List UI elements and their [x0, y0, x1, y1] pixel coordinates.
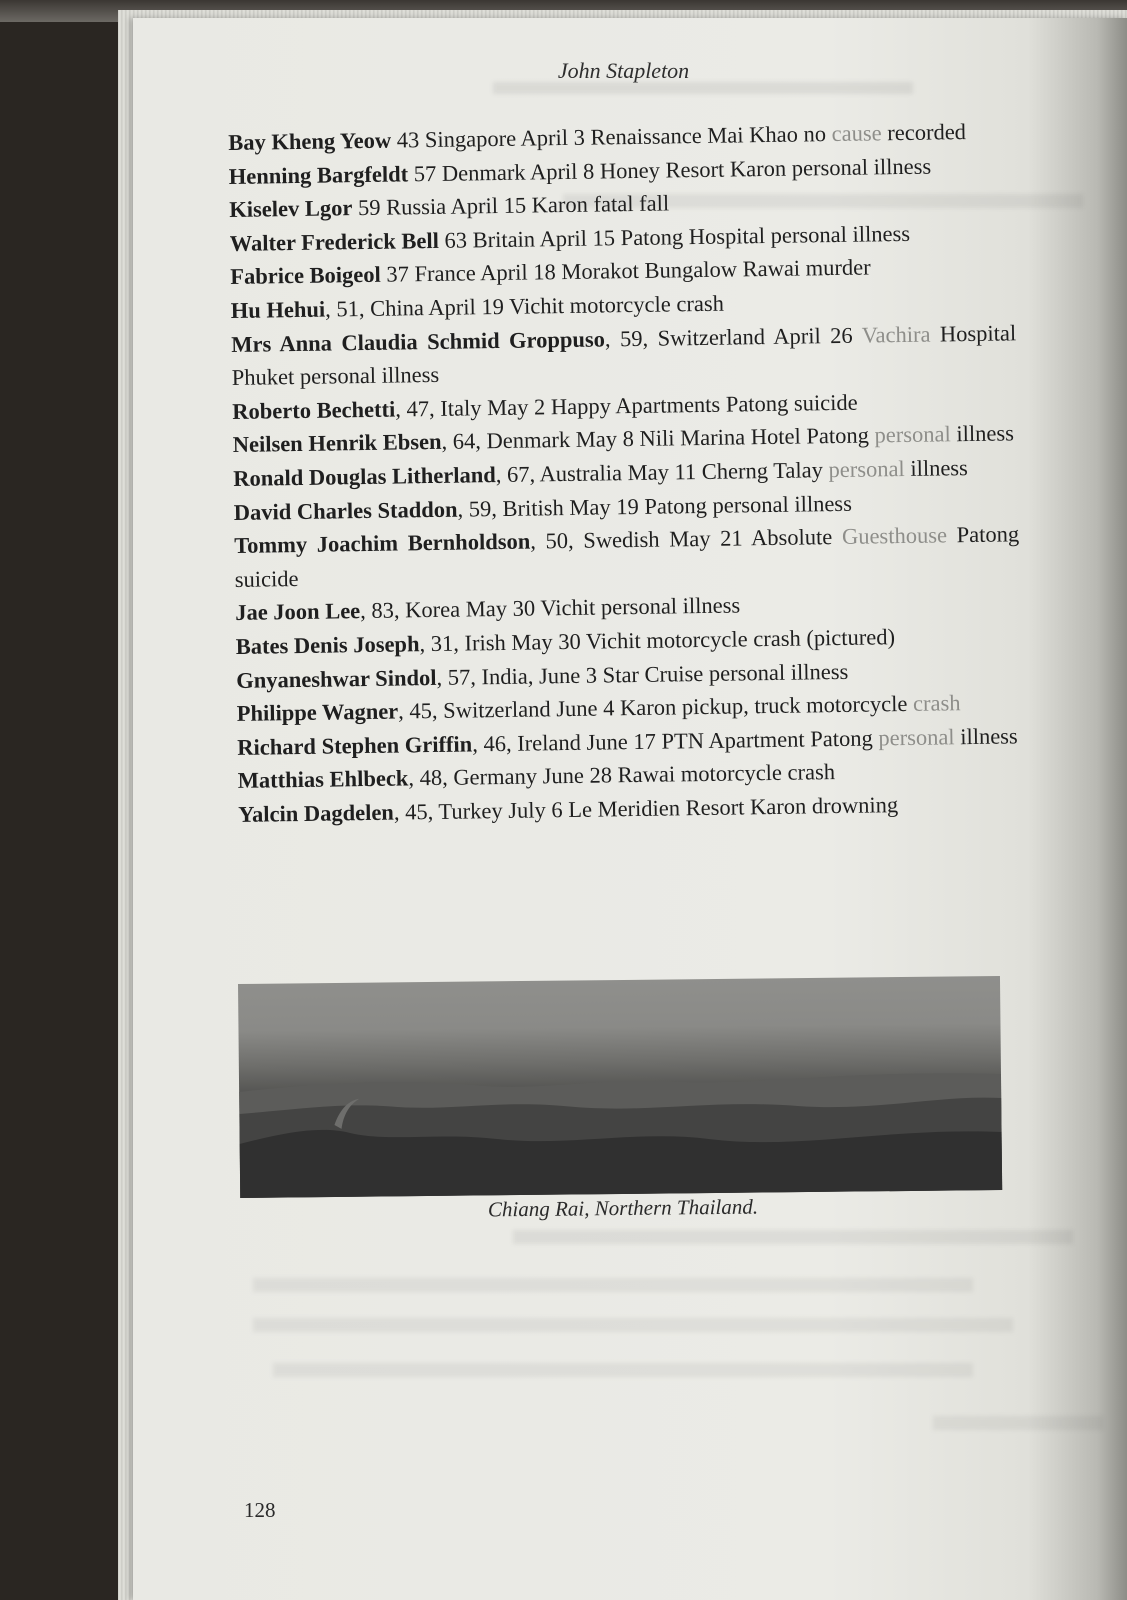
record-details: , 59, Switzerland April 26	[604, 322, 862, 351]
death-records-list	[228, 114, 1023, 831]
record-details: 59 Russia April 15 Karon fatal fall	[352, 190, 670, 221]
person-name: Fabrice Boigeol	[230, 262, 382, 290]
record-details: 57 Denmark April 8 Honey Resort Karon personal illness	[407, 153, 932, 186]
person-name: Jae Joon Lee	[235, 598, 361, 626]
record-details-faded: personal	[878, 723, 955, 751]
record-details-continued: illness	[954, 723, 1018, 749]
show-through-line	[273, 1363, 973, 1377]
record-details: 37 France April 18 Morakot Bungalow Rawai murder	[380, 254, 871, 288]
record-details: , 45, Turkey July 6 Le Meridien Resort Karon drowning	[393, 792, 899, 825]
person-name: Matthias Ehlbeck	[237, 765, 409, 794]
record-details: 63 Britain April 15 Patong Hospital personal illness	[438, 220, 911, 253]
list-item	[231, 316, 1022, 395]
person-name: Ronald Douglas Litherland	[233, 462, 496, 491]
show-through-line	[253, 1318, 1013, 1332]
person-name: Bates Denis Joseph	[235, 631, 420, 659]
person-name: Kiselev Lgor	[229, 195, 353, 223]
record-details: , 50, Swedish May 21 Absolute	[530, 524, 843, 554]
person-name: Walter Frederick Bell	[229, 227, 440, 256]
landscape-photo	[238, 976, 1002, 1198]
person-name: Tommy Joachim Bernholdson	[234, 528, 531, 559]
record-details-faded: Guesthouse	[841, 522, 948, 550]
record-details: , 31, Irish May 30 Vichit motorcycle crash (pictured)	[419, 624, 896, 657]
record-details-faded: crash	[912, 690, 961, 716]
record-details: , 51, China April 19 Vichit motorcycle crash	[324, 290, 725, 322]
record-details: , 46, Ireland June 17 PTN Apartment Patong	[472, 725, 879, 757]
record-details: , 47, Italy May 2 Happy Apartments Patong suicide	[395, 389, 858, 422]
record-details-continued: Patong suicide	[234, 521, 1025, 592]
record-details-continued: illness	[950, 420, 1015, 447]
person-name: David Charles Staddon	[233, 496, 458, 525]
record-details-continued: illness	[904, 455, 969, 481]
record-details: , 64, Denmark May 8 Nili Marina Hotel Patong	[441, 422, 875, 455]
person-name: Hu Hehui	[230, 296, 326, 323]
record-details: 43 Singapore April 3 Renaissance Mai Khao no	[390, 121, 832, 153]
show-through-line	[513, 1230, 1073, 1244]
record-details: , 83, Korea May 30 Vichit personal illness	[360, 592, 741, 624]
person-name: Neilsen Henrik Ebsen	[232, 429, 442, 458]
person-name: Richard Stephen Griffin	[237, 731, 473, 760]
record-details-continued: recorded	[881, 119, 967, 146]
list-item	[234, 517, 1025, 596]
record-details-faded: personal	[874, 421, 951, 448]
person-name: Gnyaneshwar Sindol	[236, 664, 437, 693]
person-name: Mrs Anna Claudia Schmid Groppuso	[231, 325, 606, 357]
record-details: , 57, India, June 3 Star Cruise personal illness	[436, 658, 849, 690]
record-details-continued: Hospital Phuket personal illness	[231, 319, 1022, 391]
record-details: , 45, Switzerland June 4 Karon pickup, truck motorcycle	[398, 690, 914, 724]
person-name: Bay Kheng Yeow	[228, 127, 392, 155]
record-details-faded: Vachira	[861, 321, 931, 348]
record-details: , 67, Australia May 11 Cherng Talay	[495, 457, 829, 488]
figure-caption: Chiang Rai, Northern Thailand.	[487, 1194, 759, 1222]
page-number: 128	[244, 1498, 276, 1522]
person-name: Roberto Bechetti	[232, 396, 396, 424]
record-details-faded: personal	[828, 455, 905, 483]
person-name: Henning Bargfeldt	[228, 160, 409, 189]
record-details: , 59, British May 19 Patong personal illness	[457, 490, 853, 522]
person-name: Yalcin Dagdelen	[238, 799, 395, 827]
mountain-silhouette	[238, 976, 1002, 1198]
record-details: , 48, Germany June 28 Rawai motorcycle crash	[408, 759, 836, 791]
show-through-line	[933, 1416, 1103, 1430]
show-through-line	[253, 1278, 973, 1292]
record-details-faded: cause	[831, 120, 882, 147]
running-head: John Stapleton	[557, 58, 690, 83]
person-name: Philippe Wagner	[236, 698, 399, 727]
